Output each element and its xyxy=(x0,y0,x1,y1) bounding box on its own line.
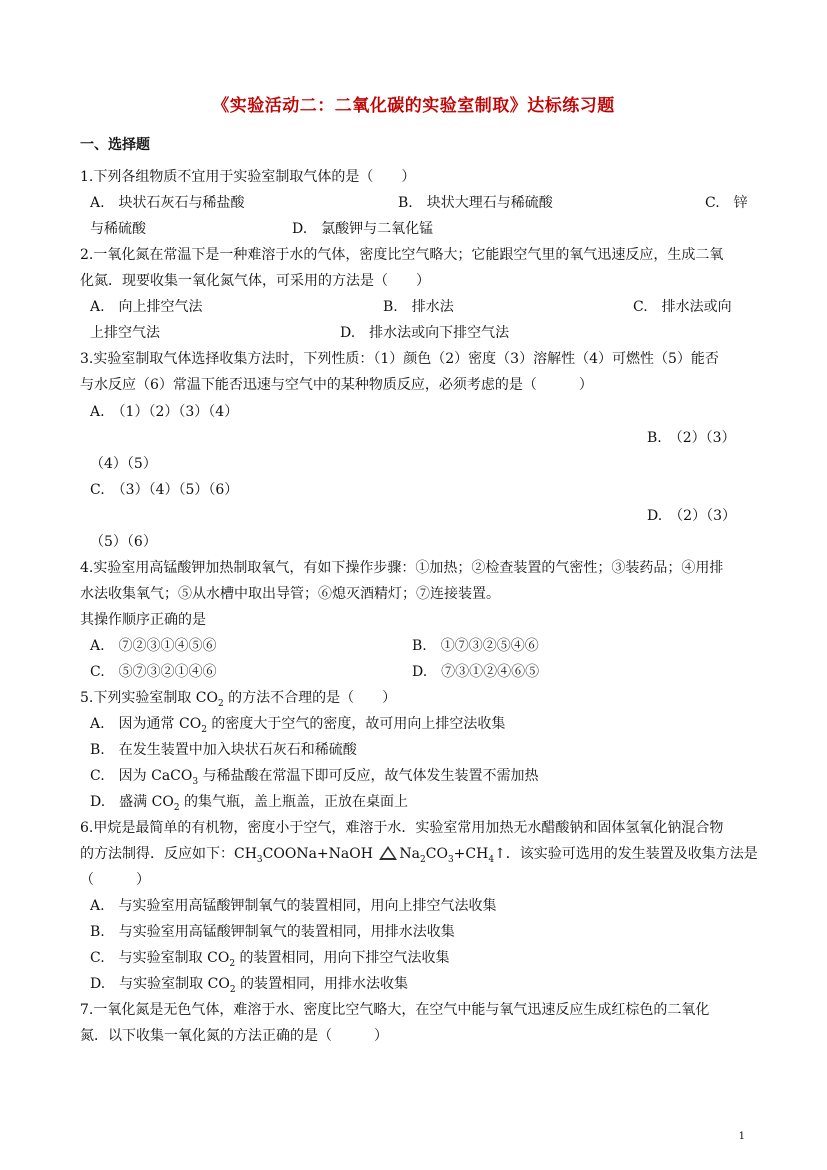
q5-c-sub: 3 xyxy=(192,776,199,787)
question-4-stem-line2: 水法收集氧气；⑤从水槽中取出导管；⑥熄灭酒精灯；⑦连接装置。 xyxy=(80,586,500,602)
q6-d-sub: 2 xyxy=(229,984,236,995)
question-5-stem xyxy=(80,688,396,714)
question-1-option-d: D. 氯酸钾与二氧化锰 xyxy=(292,221,434,237)
question-1-option-c-tail: 与稀硫酸 xyxy=(90,221,146,237)
question-6-stem-line1: 6.甲烷是最简单的有机物，密度小于空气，难溶于水．实验室常用加热无水醋酸钠和固体氢氧化钠混合物 xyxy=(80,820,724,836)
question-6-option-a: A. 与实验室用高锰酸钾制氧气的装置相同，用向上排空气法收集 xyxy=(90,898,497,914)
question-4-stem-line1: 4.实验室用高锰酸钾加热制取氧气，有如下操作步骤：①加热；②检查装置的气密性；③装药品；④用排 xyxy=(80,560,724,576)
q5-stem-post: 的方法不合理的是（ ） xyxy=(223,690,397,706)
question-3-option-b-head: B. （2）（3） xyxy=(647,430,736,446)
question-2-stem-line2: 化氮．现要收集一氧化氮气体，可采用的方法是（ ） xyxy=(80,273,430,289)
q5-stem-pre: 5.下列实验室制取 CO xyxy=(80,690,218,706)
page-title: 《实验活动二：二氧化碳的实验室制取》达标练习题 xyxy=(212,96,615,116)
question-6-stem-line2 xyxy=(80,844,758,870)
q5-d-pre: D. 盛满 CO xyxy=(90,794,174,810)
question-3-stem-line1: 3.实验室制取气体选择收集方法时，下列性质：（1）颜色（2）密度（3）溶解性（4）可燃性（5）能否 xyxy=(80,351,719,367)
question-3-stem-line2: 与水反应（6）常温下能否迅速与空气中的某种物质反应，必须考虑的是（ ） xyxy=(80,377,593,393)
q5-stem-sub: 2 xyxy=(218,698,224,709)
question-4-option-a: A. ⑦②③①④⑤⑥ xyxy=(90,638,217,654)
q5-d-sub: 2 xyxy=(173,802,180,813)
q6-eq-s4: 4 xyxy=(488,854,495,865)
q6-eq-mid4: +CH xyxy=(453,846,489,862)
q6-c-sub: 2 xyxy=(229,958,236,969)
question-3-option-a: A. （1）（2）（3）（4） xyxy=(90,404,239,420)
q6-eq-s3: 3 xyxy=(447,854,454,865)
q5-a-post: 的密度大于空气的密度，故可用向上排空法收集 xyxy=(206,716,506,732)
q6-eq-s2: 2 xyxy=(420,854,426,865)
q6-eq-post: ↑．该实验可选用的发生装置及收集方法是 xyxy=(494,846,758,862)
question-4-option-c: C. ⑤⑦③②①④⑥ xyxy=(90,664,217,680)
question-4-option-d: D. ⑦③①②④⑥⑤ xyxy=(412,664,540,680)
q5-a-pre: A. 因为通常 CO xyxy=(90,716,202,732)
question-1-option-a: A. 块状石灰石与稀盐酸 xyxy=(90,195,245,211)
q5-d-post: 的集气瓶，盖上瓶盖，正放在桌面上 xyxy=(179,794,409,810)
question-4-option-b: B. ①⑦③②⑤④⑥ xyxy=(412,638,539,654)
heat-triangle-icon xyxy=(379,846,397,860)
question-6-option-b: B. 与实验室用高锰酸钾制氧气的装置相同，用排水法收集 xyxy=(90,924,455,940)
question-6-option-c xyxy=(90,948,450,974)
q6-eq-s1: 3 xyxy=(256,854,263,865)
question-3-option-c: C. （3）（4）（5）（6） xyxy=(90,482,239,498)
section-heading: 一、选择题 xyxy=(80,137,150,153)
q6-c-post: 的装置相同，用向下排空气法收集 xyxy=(235,950,450,966)
q5-c-pre: C. 因为 CaCO xyxy=(90,768,193,784)
question-1-option-c-head: C. 锌 xyxy=(705,195,748,211)
question-2-option-d: D. 排水法或向下排空气法 xyxy=(340,325,510,341)
question-7-stem-line2: 氮．以下收集一氧化氮的方法正确的是（ ） xyxy=(80,1028,388,1044)
question-6-stem-line3: （ ） xyxy=(80,872,150,888)
q6-d-pre: D. 与实验室制取 CO xyxy=(90,976,230,992)
question-3-option-b-tail: （4）（5） xyxy=(90,456,157,472)
q6-eq-mid3: CO xyxy=(425,846,448,862)
question-3-option-d-head: D. （2）（3） xyxy=(647,508,736,524)
q6-eq-mid2: Na xyxy=(399,846,420,862)
page-number: 1 xyxy=(738,1131,745,1142)
question-7-stem-line1: 7.一氧化氮是无色气体，难溶于水、密度比空气略大，在空气中能与氧气迅速反应生成红棕色的二氧化 xyxy=(80,1002,710,1018)
question-1-stem: 1.下列各组物质不宜用于实验室制取气体的是（ ） xyxy=(80,169,416,185)
question-2-stem-line1: 2.一氧化氮在常温下是一种难溶于水的气体，密度比空气略大；它能跟空气里的氧气迅速反应，生成二氧 xyxy=(80,247,724,263)
question-2-option-c-head: C. 排水法或向 xyxy=(633,299,732,315)
question-2-option-b: B. 排水法 xyxy=(383,299,454,315)
question-5-option-d xyxy=(90,792,408,818)
q6-d-post: 的装置相同，用排水法收集 xyxy=(235,976,409,992)
question-4-stem-line3: 其操作顺序正确的是 xyxy=(80,612,206,628)
question-6-option-d xyxy=(90,974,408,1000)
question-2-option-a: A. 向上排空气法 xyxy=(90,299,203,315)
question-5-option-a xyxy=(90,714,505,740)
question-2-option-c-tail: 上排空气法 xyxy=(90,325,160,341)
q6-eq-pre: 的方法制得．反应如下：CH xyxy=(80,846,257,862)
question-5-option-c xyxy=(90,766,539,792)
q5-c-post: 与稀盐酸在常温下即可反应，故气体发生装置不需加热 xyxy=(198,768,539,784)
q5-a-sub: 2 xyxy=(201,724,207,735)
q6-c-pre: C. 与实验室制取 CO xyxy=(90,950,230,966)
question-1-option-b: B. 块状大理石与稀硫酸 xyxy=(398,195,553,211)
question-5-option-b: B. 在发生装置中加入块状石灰石和稀硫酸 xyxy=(90,742,357,758)
question-3-option-d-tail: （5）（6） xyxy=(90,534,157,550)
q6-eq-mid1: COONa+NaOH xyxy=(262,846,378,862)
